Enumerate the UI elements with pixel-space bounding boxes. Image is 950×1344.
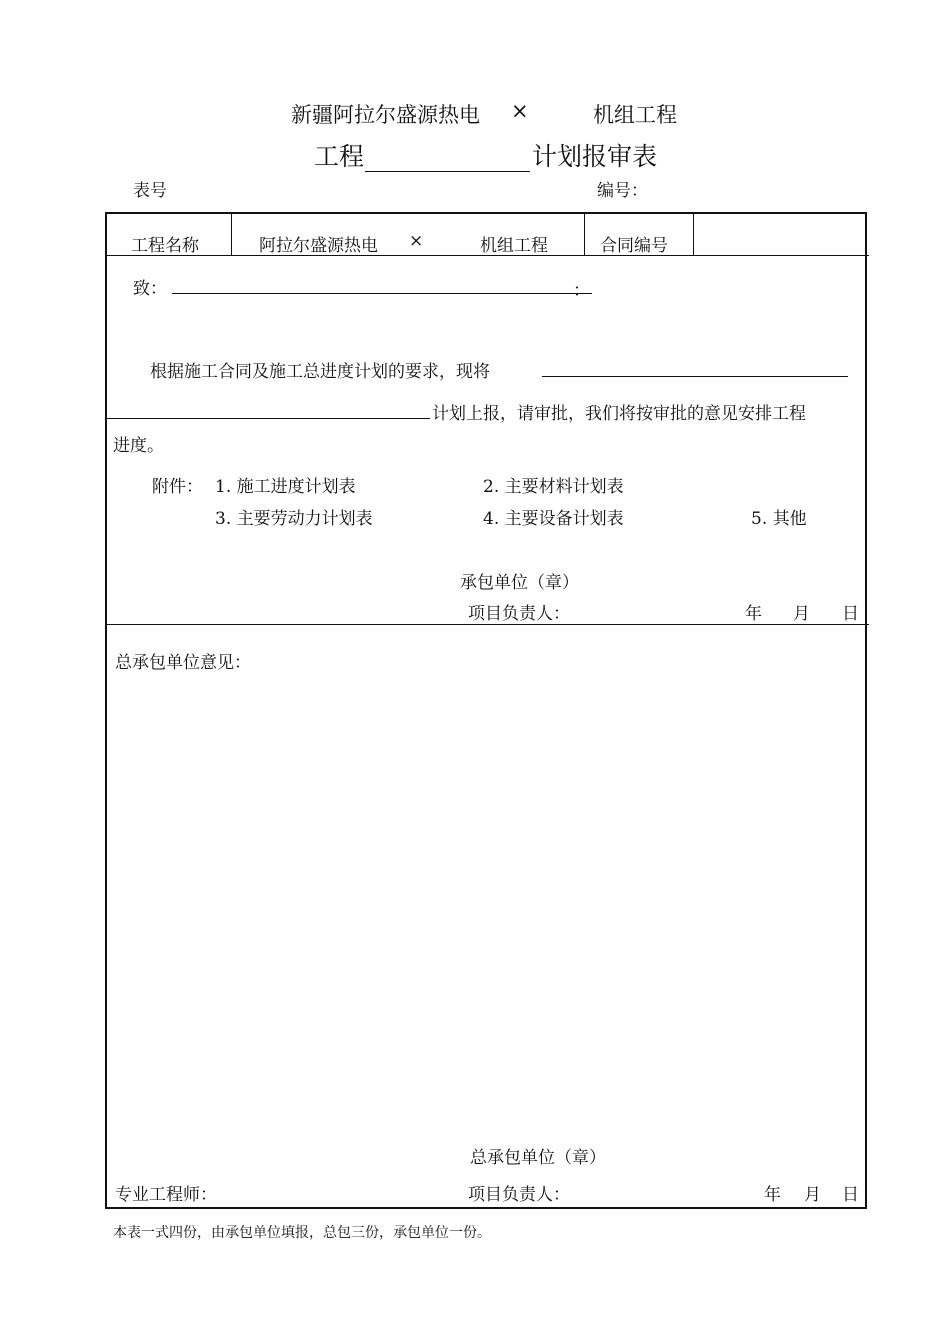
title-line1-part2: 机组工程 xyxy=(593,103,677,127)
col-divider-2 xyxy=(584,213,585,256)
general-contractor-seal: 总承包单位（章） xyxy=(470,1148,606,1168)
date-month: 月 xyxy=(793,604,810,624)
title-line2-left: 工程 xyxy=(314,142,365,171)
form-no-label: 表号 xyxy=(133,181,167,201)
footer-note: 本表一式四份，由承包单位填报，总包三份，承包单位一份。 xyxy=(113,1225,491,1241)
attachment-item: 5. 其他 xyxy=(751,509,807,529)
recipient-blank[interactable] xyxy=(172,293,592,294)
project-name-value-part1: 阿拉尔盛源热电 xyxy=(259,236,378,256)
date-year: 年 xyxy=(745,604,762,624)
engineer-label: 专业工程师： xyxy=(115,1185,217,1205)
opinion-label: 总承包单位意见： xyxy=(115,653,251,673)
date-day: 日 xyxy=(842,604,859,624)
project-name-label: 工程名称 xyxy=(131,236,199,256)
contract-no-label: 合同编号 xyxy=(600,236,668,256)
body-line2: 计划上报，请审批，我们将按审批的意见安排工程 xyxy=(432,404,806,424)
attachment-item: 1. 施工进度计划表 xyxy=(215,477,356,497)
attachment-item: 4. 主要设备计划表 xyxy=(483,509,624,529)
plan-name-blank-1[interactable] xyxy=(542,376,848,377)
title-line2-right: 计划报审表 xyxy=(532,142,658,171)
contractor-seal: 承包单位（章） xyxy=(460,573,579,593)
project-name-value-x: × xyxy=(409,231,424,251)
opinion-area[interactable] xyxy=(108,680,864,1120)
attachments-label: 附件： xyxy=(152,477,203,497)
project-manager-label: 项目负责人： xyxy=(468,604,570,624)
title-line1-x: × xyxy=(511,99,529,123)
attachment-item: 2. 主要材料计划表 xyxy=(483,477,624,497)
project-name-value-part2: 机组工程 xyxy=(480,236,548,256)
section-divider xyxy=(105,624,869,625)
body-line1: 根据施工合同及施工总进度计划的要求，现将 xyxy=(150,362,490,382)
to-colon: ： xyxy=(573,281,590,301)
plan-name-blank-2[interactable] xyxy=(107,418,430,419)
title-line1-part1: 新疆阿拉尔盛源热电 xyxy=(291,103,480,127)
date-year: 年 xyxy=(764,1185,781,1205)
serial-no-label: 编号： xyxy=(597,181,648,201)
project-manager-label: 项目负责人： xyxy=(468,1185,570,1205)
attachment-item: 3. 主要劳动力计划表 xyxy=(215,509,373,529)
to-label: 致： xyxy=(133,279,167,299)
plan-type-blank[interactable] xyxy=(365,171,530,172)
date-day: 日 xyxy=(842,1185,859,1205)
col-divider-1 xyxy=(231,213,232,256)
body-line3: 进度。 xyxy=(113,436,164,456)
date-month: 月 xyxy=(804,1185,821,1205)
col-divider-3 xyxy=(693,213,694,256)
